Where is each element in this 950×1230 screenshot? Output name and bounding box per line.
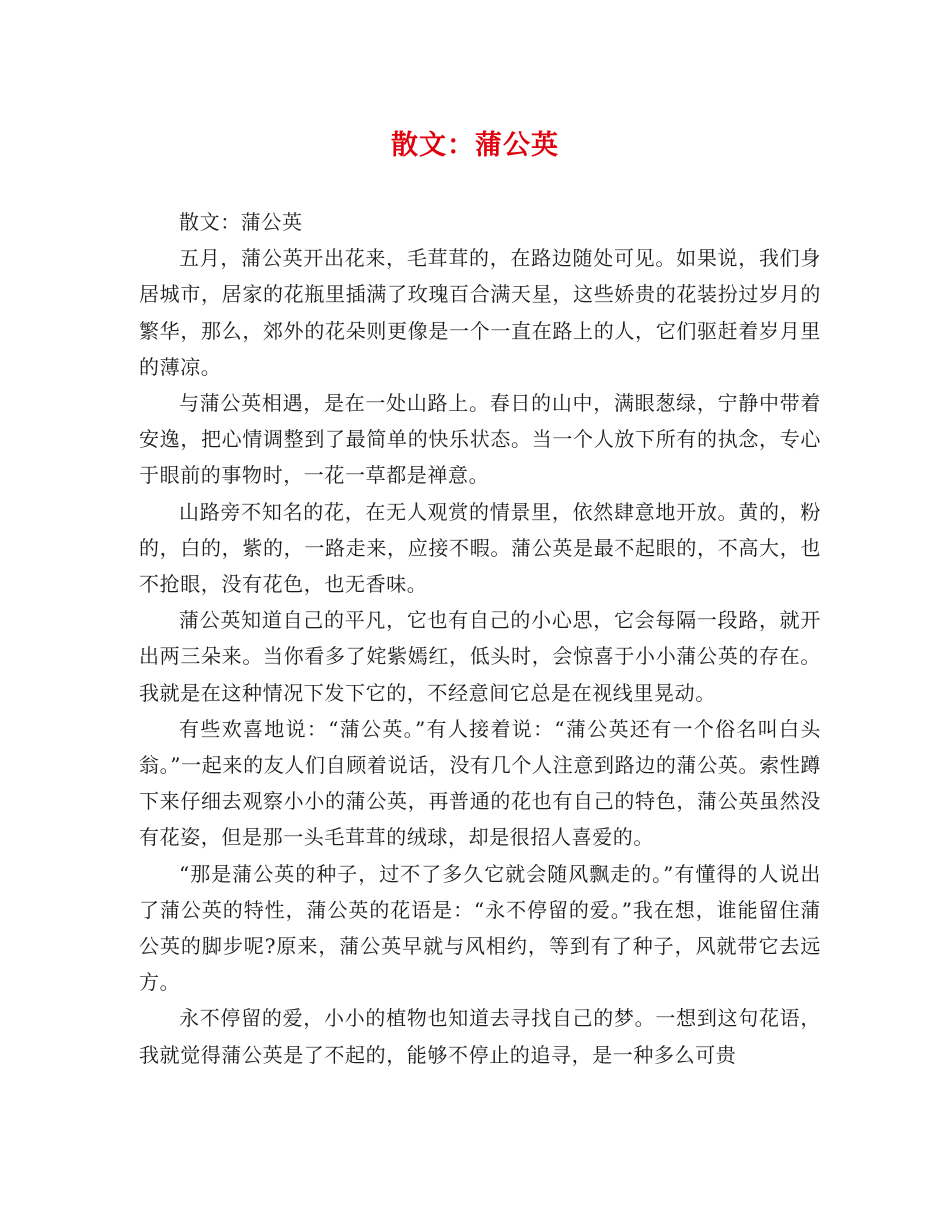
paragraph: “那是蒲公英的种子，过不了多久它就会随风飘走的。”有懂得的人说出了蒲公英的特性，蒲公英的花语是：“永不停留的爱。”我在想，谁能留住蒲公英的脚步呢?原来，蒲公英早就与风相约，等到有了种子，风就带它去远方。 bbox=[139, 861, 821, 995]
paragraph: 五月，蒲公英开出花来，毛茸茸的，在路边随处可见。如果说，我们身居城市，居家的花瓶里插满了玫瑰百合满天星，这些娇贵的花装扮过岁月的繁华，那么，郊外的花朵则更像是一个一直在路上的人，它们驱赶着岁月里的薄凉。 bbox=[139, 246, 821, 379]
document-body bbox=[139, 204, 821, 1073]
paragraph: 有些欢喜地说：“蒲公英。”有人接着说：“蒲公英还有一个俗名叫白头翁。”一起来的友人们自顾着说话，没有几个人注意到路边的蒲公英。索性蹲下来仔细去观察小小的蒲公英，再普通的花也有自己的特色，蒲公英虽然没有花姿，但是那一头毛茸茸的绒球，却是很招人喜爱的。 bbox=[139, 716, 821, 850]
paragraph: 山路旁不知名的花，在无人观赏的情景里，依然肆意地开放。黄的，粉的，白的，紫的，一路走来，应接不暇。蒲公英是最不起眼的，不高大，也不抢眼，没有花色，也无香味。 bbox=[139, 499, 821, 597]
paragraph: 与蒲公英相遇，是在一处山路上。春日的山中，满眼葱绿，宁静中带着安逸，把心情调整到了最简单的快乐状态。当一个人放下所有的执念，专心于眼前的事物时，一花一草都是禅意。 bbox=[139, 391, 821, 488]
paragraph: 蒲公英知道自己的平凡，它也有自己的小心思，它会每隔一段路，就开出两三朵来。当你看多了姹紫嫣红，低头时，会惊喜于小小蒲公英的存在。我就是在这种情况下发下它的，不经意间它总是在视线里晃动。 bbox=[139, 608, 821, 705]
paragraph-subtitle: 散文：蒲公英 bbox=[179, 210, 303, 234]
document-title: 散文：蒲公英 bbox=[391, 130, 559, 161]
paragraph: 永不停留的爱，小小的植物也知道去寻找自己的梦。一想到这句花语，我就觉得蒲公英是了不起的，能够不停止的追寻，是一种多么可贵 bbox=[139, 1006, 821, 1067]
